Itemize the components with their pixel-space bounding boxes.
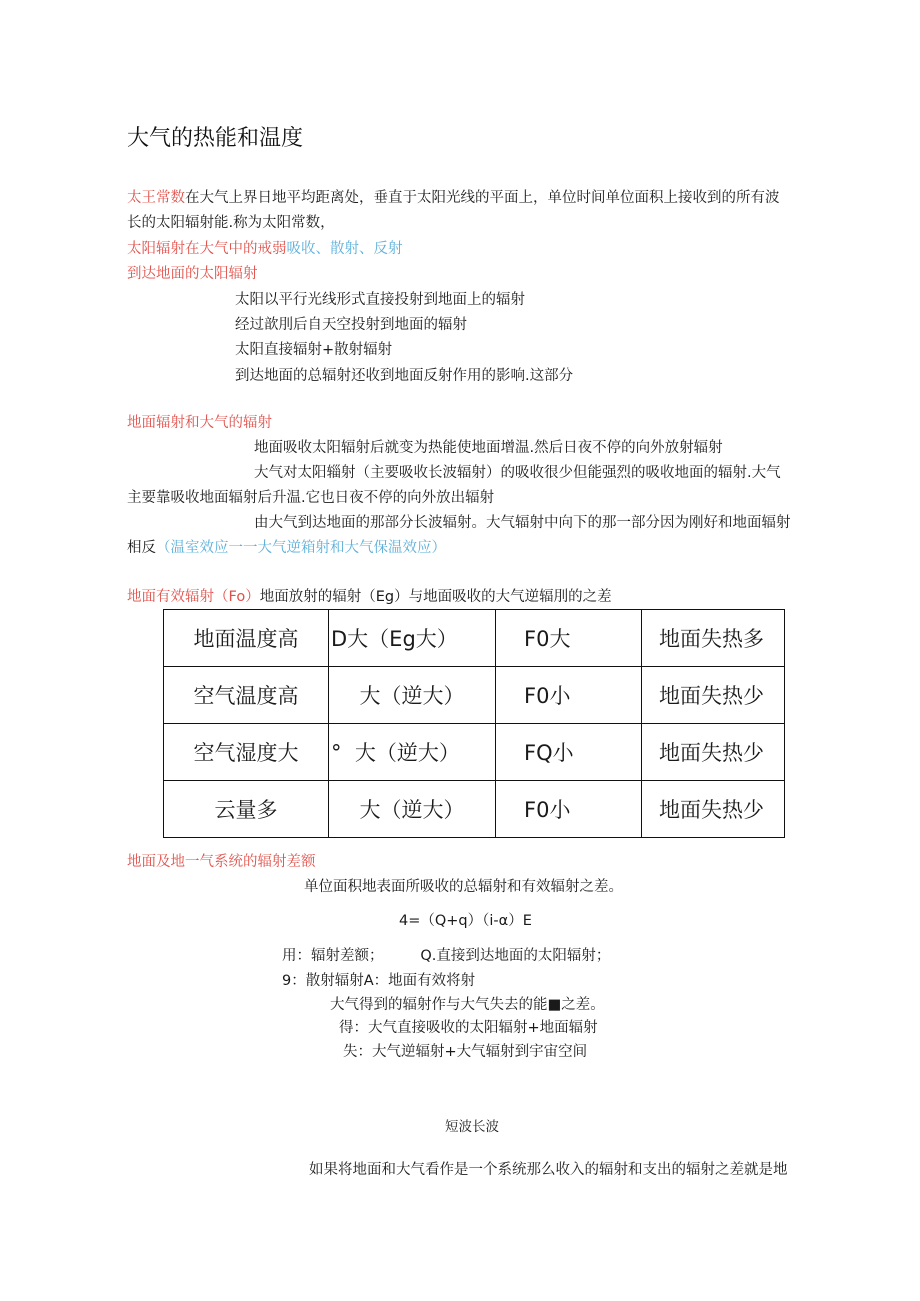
table-cell: F0小	[496, 781, 642, 838]
table-cell: D大（Eg大）	[329, 610, 496, 667]
balance-line-1: 单位面积地表面所吸收的总辐射和有效辐射之差。	[304, 879, 623, 895]
effective-radiation-table	[163, 609, 785, 838]
ground-radiation-line-3: 太阳直接辐射+散射辐射	[235, 342, 393, 358]
earth-atmo-line-4: 由大气到达地面的那部分长波辐射。大气辐射中向下的那一部分因为刚好和地面辐射	[254, 515, 791, 531]
ground-radiation-line-2: 经过歆刖后自天空投射到地面的辐射	[235, 317, 467, 333]
earth-atmo-line-2: 大气对太阳辎射（主要吸收长波辐射）的吸收很少但能强烈的吸收地面的辐射.大气	[254, 465, 781, 481]
table-cell: FQ小	[496, 724, 642, 781]
effective-radiation-term: 地面有效辐射（Fo）	[127, 589, 260, 605]
table-cell: 地面失热多	[642, 610, 785, 667]
weakening-head: 太阳辐射在大气中的戒弱	[127, 241, 287, 257]
balance-line-6: 得：大气直接吸收的太阳辐射+地面辐射	[339, 1020, 598, 1036]
balance-line-7: 失：大气逆辐射+大气辐射到宇宙空间	[343, 1044, 588, 1060]
greenhouse-note: （温室效应一一大气逆箱射和大气保温效应）	[156, 540, 446, 556]
page-title: 大气的热能和温度	[127, 126, 304, 151]
table-cell: 大（逆大）	[329, 781, 496, 838]
balance-line-4: 9：散射辐射A：地面有效将射	[282, 973, 476, 989]
earth-atmo-line-1: 地面吸收太阳辐射后就变为热能使地面增温.然后日夜不停的向外放射辐射	[254, 440, 723, 456]
ground-radiation-heading: 到达地面的太阳辐射	[127, 266, 258, 282]
ground-radiation-line-1: 太阳以平行光线形式直接投射到地面上的辐射	[235, 292, 525, 308]
earth-atmo-line-5	[127, 538, 446, 558]
balance-line-5: 大气得到的辐射作与大气失去的能■之差。	[330, 997, 605, 1013]
effective-radiation-text: 地面放射的辐射（Eg）与地面吸收的大气逆辐刖的之差	[259, 589, 612, 605]
table-cell: 地面失热少	[642, 781, 785, 838]
solar-constant-text-2: 长的太阳辐射能.称为太阳常数，	[127, 215, 335, 231]
short-long-wave-label: 短波长波	[445, 1119, 499, 1135]
balance-formula: 4=（Q+q）（i-α）E	[399, 913, 532, 929]
table-cell: F0小	[496, 667, 642, 724]
earth-atmo-heading: 地面辐射和大气的辐射	[127, 415, 272, 431]
table-cell: 空气温度高	[164, 667, 329, 724]
table-row	[164, 667, 785, 724]
table-cell: ° 大（逆大）	[329, 724, 496, 781]
system-balance-line: 如果将地面和大气看作是一个系统那么收入的辐射和支出的辐射之差就是地	[309, 1162, 788, 1178]
table-row	[164, 610, 785, 667]
table-row	[164, 724, 785, 781]
solar-constant-paragraph	[127, 188, 780, 208]
solar-constant-term: 太王常数	[127, 190, 185, 206]
weakening-heading	[127, 239, 403, 259]
balance-heading: 地面及地一气系统的辐射差额	[127, 854, 316, 870]
weakening-items: 吸收、散射、反射	[286, 241, 403, 257]
table-cell: 云量多	[164, 781, 329, 838]
ground-radiation-line-4: 到达地面的总辐射还收到地面反射作用的影响.这部分	[235, 368, 574, 384]
effective-radiation-heading	[127, 587, 612, 607]
table-row	[164, 781, 785, 838]
table-cell: 地面温度高	[164, 610, 329, 667]
earth-atmo-line-5-a: 相反	[127, 540, 156, 556]
earth-atmo-line-3: 主要靠吸收地面辐射后升温.它也日夜不停的向外放出辐射	[127, 490, 495, 506]
solar-constant-text-1: 在大气上界日地平均距离处，垂直于太阳光线的平面上，单位时间单位面积上接收到的所有波	[185, 190, 780, 206]
table-cell: 空气湿度大	[164, 724, 329, 781]
table-cell: F0大	[496, 610, 642, 667]
table-cell: 地面失热少	[642, 724, 785, 781]
balance-line-3: 用：辐射差额； Q.直接到达地面的太阳辐射；	[282, 948, 611, 964]
table-cell: 地面失热少	[642, 667, 785, 724]
table-cell: 大（逆大）	[329, 667, 496, 724]
